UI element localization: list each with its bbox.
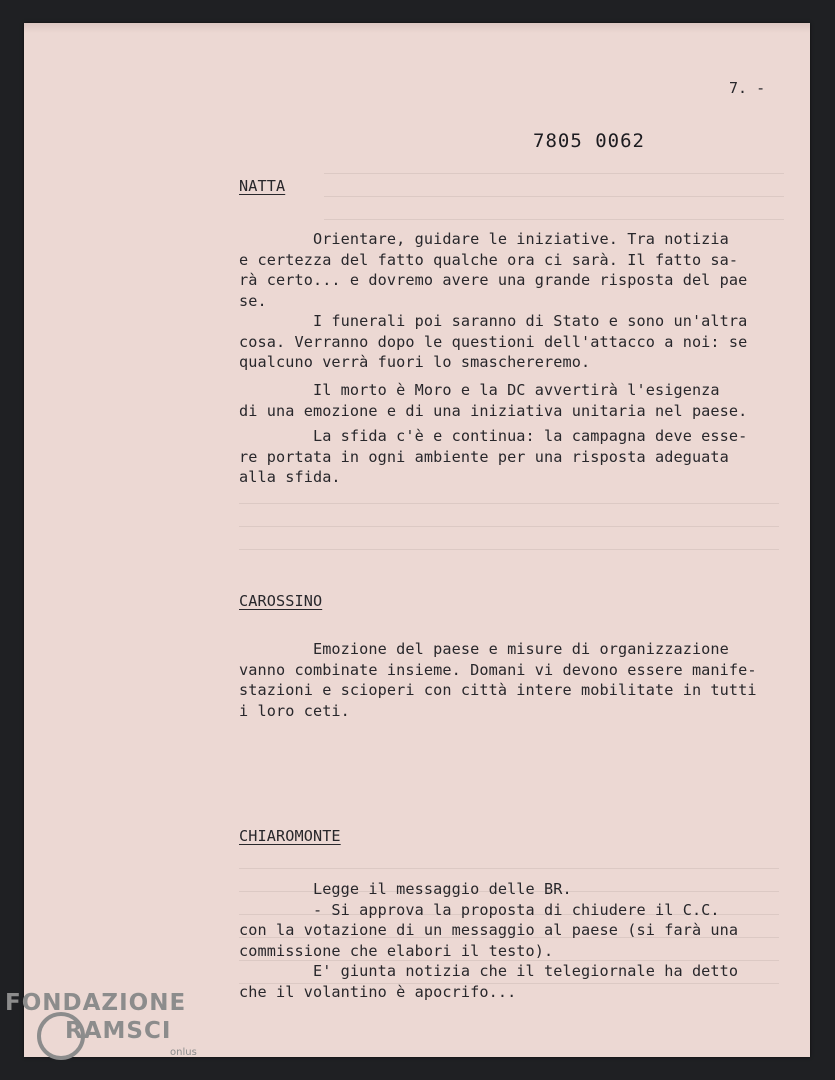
page-top-edge (24, 23, 810, 33)
fondazione-gramsci-logo (5, 990, 215, 1070)
bleed-through (324, 173, 784, 233)
document-code: 7805 0062 (533, 130, 645, 152)
page-number: 7. - (729, 79, 766, 97)
paragraph: Il morto è Moro e la DC avvertirà l'esigenza di una emozione e di una iniziativa unitaria nel paese. (239, 381, 748, 420)
paragraph: E' giunta notizia che il telegiornale ha detto che il volantino è apocrifo... (239, 962, 739, 1001)
logo-line-1: FONDAZIONE (5, 990, 187, 1016)
speaker-heading: CHIAROMONTE (239, 827, 341, 845)
paragraph: Emozione del paese e misure di organizzazione vanno combinate insieme. Domani vi devono essere manife- stazioni e scioperi con città intere mobilitate in tutti i loro ceti. (239, 640, 757, 720)
paragraph: La sfida c'è e continua: la campagna deve esse- re portata in ogni ambiente per una risposta adeguata alla sfida. (239, 427, 748, 486)
logo-line-3: onlus (170, 1047, 197, 1058)
paragraph: Legge il messaggio delle BR. - Si approva la proposta di chiudere il C.C. con la votazione di un messaggio al paese (si farà una commissione che elabori il testo). (239, 880, 739, 960)
document-page (24, 23, 810, 1057)
bleed-through (239, 503, 779, 563)
logo-line-2: RAMSCI (65, 1018, 172, 1044)
speaker-heading: CAROSSINO (239, 592, 323, 610)
paragraph: Orientare, guidare le iniziative. Tra notizia e certezza del fatto qualche ora ci sarà. Il fatto sa- rà certo... e dovremo avere una grande risposta del pae se. (239, 230, 748, 310)
speaker-heading: NATTA (239, 177, 286, 195)
paragraph: I funerali poi saranno di Stato e sono un'altra cosa. Verranno dopo le questioni dell'attacco a noi: se qualcuno verrà fuori lo smaschereremo. (239, 312, 748, 371)
